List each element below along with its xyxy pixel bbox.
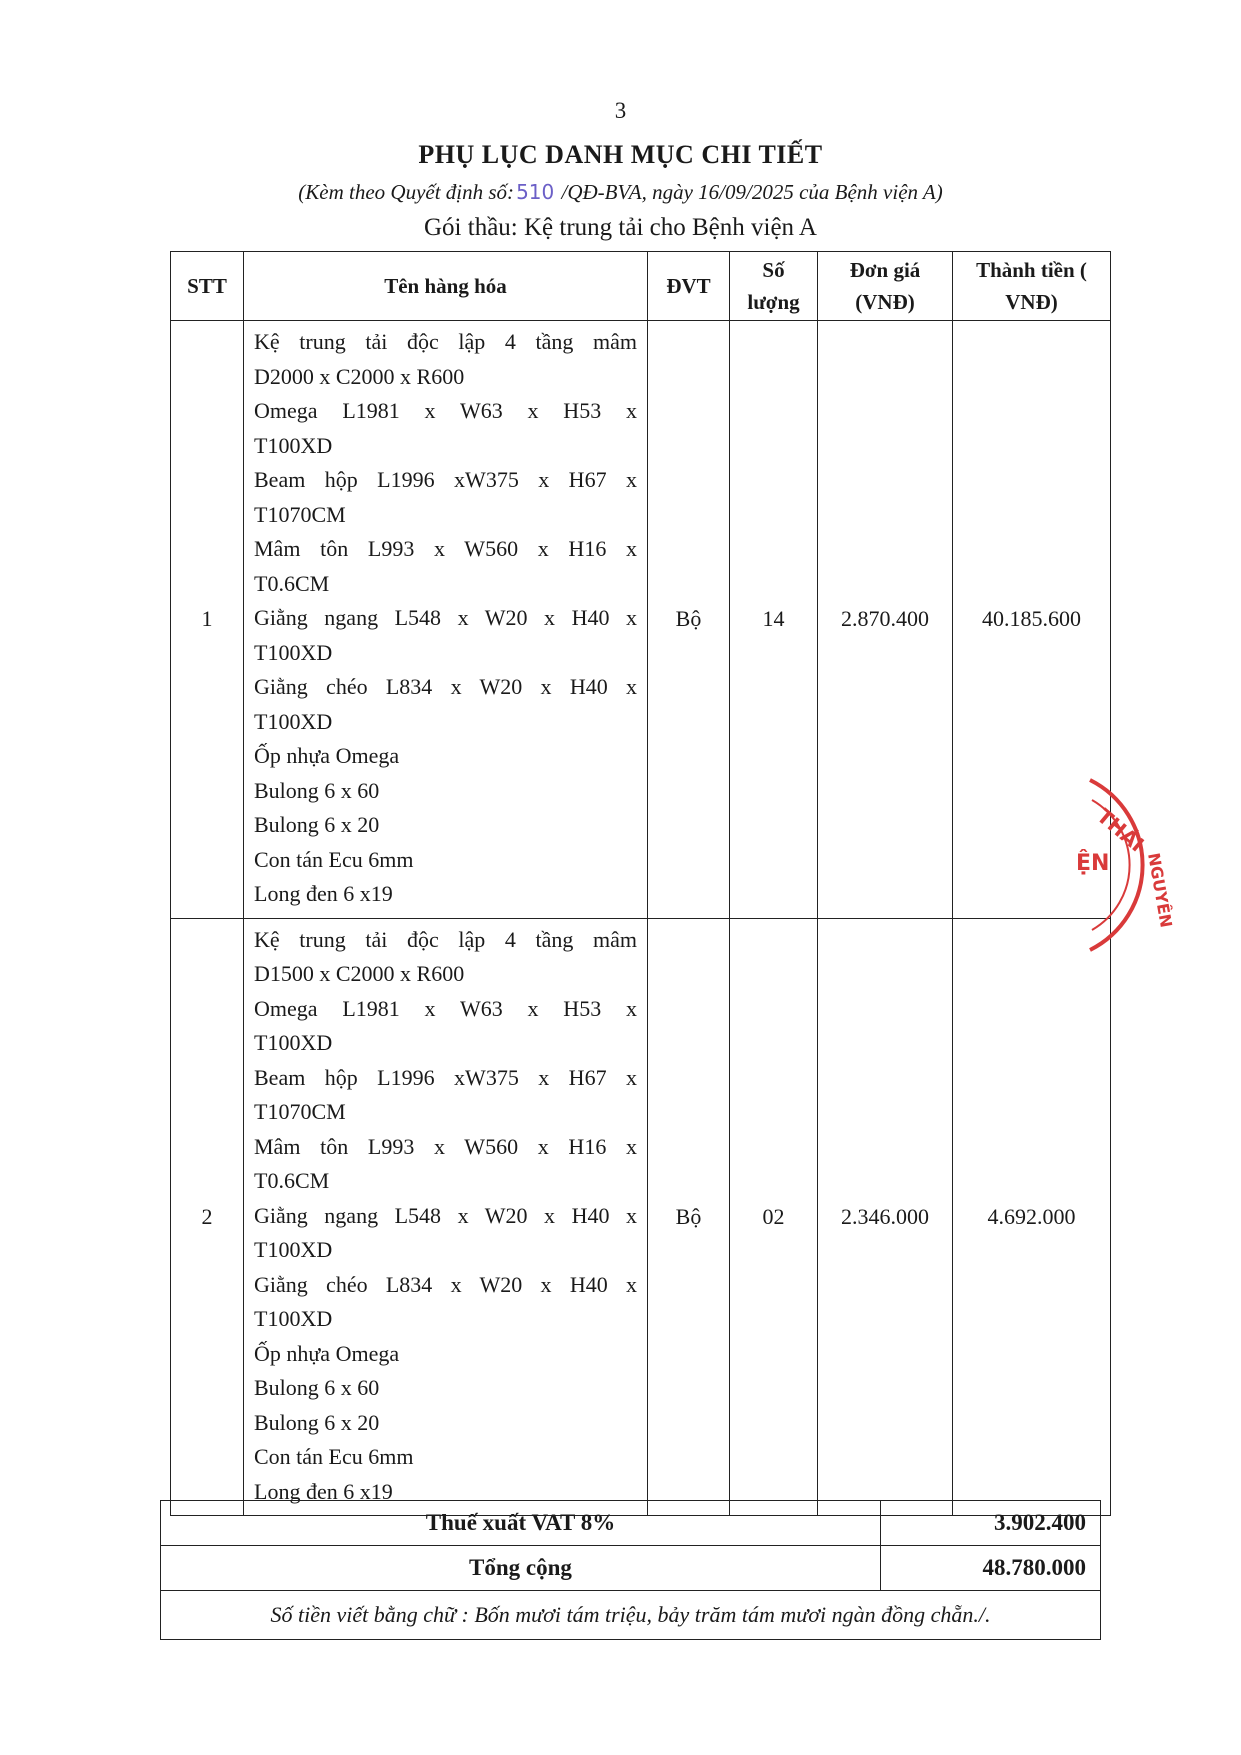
- description-line: Beam hộp L1996 xW375 x H67 x: [254, 1064, 637, 1090]
- official-stamp: [1070, 770, 1210, 960]
- page-number: 3: [614, 98, 627, 123]
- items-table: [170, 251, 1111, 1516]
- header-price: Đơn giá (VNĐ): [818, 252, 953, 321]
- row-total: 40.185.600: [953, 321, 1111, 919]
- handwritten-decision-number: 510: [516, 180, 555, 204]
- description-line: T1070CM: [254, 1099, 346, 1124]
- description-line: Long đen 6 x19: [254, 1478, 393, 1504]
- amount-in-words-row: [161, 1591, 1101, 1640]
- table-header-row: [171, 252, 1111, 321]
- description-line: Bulong 6 x 60: [254, 1375, 380, 1400]
- row-qty: 02: [730, 918, 818, 1516]
- header-qty: Số lượng: [730, 252, 818, 321]
- description-line: Long đen 6 x19: [254, 881, 393, 906]
- description-line: Bulong 6 x 60: [254, 777, 380, 803]
- grand-total-amount: 48.780.000: [881, 1546, 1101, 1591]
- description-line: T100XD: [254, 639, 333, 665]
- description-line: T0.6CM: [254, 570, 330, 596]
- vat-amount: 3.902.400: [881, 1501, 1101, 1546]
- header-unit: ĐVT: [648, 252, 730, 321]
- description-line: Ốp nhựa Omega: [254, 743, 400, 768]
- row-unit: Bộ: [648, 321, 730, 919]
- row-stt: 2: [171, 918, 244, 1516]
- row-unit: Bộ: [648, 918, 730, 1516]
- description-line: T1070CM: [254, 501, 346, 527]
- vat-label: Thuế xuất VAT 8%: [161, 1501, 881, 1546]
- description-line: Ốp nhựa Omega: [254, 1340, 400, 1366]
- description-line: Mâm tôn L993 x W560 x H16 x: [254, 1133, 637, 1159]
- stamp-text-side: NGUYÊN: [1144, 851, 1176, 929]
- stamp-text-top: THÁI: [1092, 803, 1149, 857]
- row-price: 2.870.400: [818, 321, 953, 919]
- row-price: 2.346.000: [818, 918, 953, 1516]
- vat-row: [161, 1501, 1101, 1546]
- row-total: 4.692.000: [953, 918, 1111, 1516]
- description-line: Bulong 6 x 20: [254, 1409, 380, 1435]
- description-line: Giằng ngang L548 x W20 x H40 x: [254, 605, 637, 630]
- description-line: Kệ trung tải độc lập 4 tầng mâm: [254, 926, 637, 952]
- description-line: T100XD: [254, 432, 333, 458]
- description-line: D2000 x C2000 x R600: [254, 363, 465, 389]
- stamp-text-middle: ỆN: [1076, 851, 1110, 876]
- description-line: Kệ trung tải độc lập 4 tầng mâm: [254, 329, 637, 354]
- row-description: [244, 918, 648, 1516]
- subtitle-prefix: (Kèm theo Quyết định số:: [298, 180, 515, 204]
- description-line: Omega L1981 x W63 x H53 x: [254, 398, 637, 423]
- header-name: Tên hàng hóa: [244, 252, 648, 321]
- description-line: Omega L1981 x W63 x H53 x: [254, 995, 637, 1021]
- totals-table: [160, 1500, 1101, 1640]
- subtitle: [0, 180, 1241, 205]
- description-line: Bulong 6 x 20: [254, 812, 380, 837]
- grand-total-row: [161, 1546, 1101, 1591]
- amount-in-words: Số tiền viết bằng chữ : Bốn mươi tám triệu, bảy trăm tám mươi ngàn đồng chẵn./.: [161, 1591, 1101, 1640]
- description-line: Beam hộp L1996 xW375 x H67 x: [254, 467, 637, 492]
- description-line: D1500 x C2000 x R600: [254, 961, 465, 986]
- table-row: [171, 321, 1111, 919]
- description-line: Giằng chéo L834 x W20 x H40 x: [254, 1271, 637, 1297]
- description-line: T100XD: [254, 1030, 333, 1055]
- description-line: Con tán Ecu 6mm: [254, 846, 414, 872]
- row-qty: 14: [730, 321, 818, 919]
- package-title: Gói thầu: Kệ trung tải cho Bệnh viện A: [424, 214, 817, 241]
- page-title: PHỤ LỤC DANH MỤC CHI TIẾT: [418, 140, 823, 169]
- header-total: Thành tiền ( VNĐ): [953, 252, 1111, 321]
- description-line: T100XD: [254, 1237, 333, 1262]
- row-stt: 1: [171, 321, 244, 919]
- description-line: Giằng ngang L548 x W20 x H40 x: [254, 1202, 637, 1228]
- table-row: [171, 918, 1111, 1516]
- header-stt: STT: [171, 252, 244, 321]
- row-description: [244, 321, 648, 919]
- grand-total-label: Tổng cộng: [161, 1546, 881, 1591]
- description-line: Mâm tôn L993 x W560 x H16 x: [254, 536, 637, 561]
- description-line: T100XD: [254, 708, 333, 734]
- description-line: T0.6CM: [254, 1168, 330, 1193]
- subtitle-suffix: /QĐ-BVA, ngày 16/09/2025 của Bệnh viện A): [556, 180, 943, 204]
- description-line: Giằng chéo L834 x W20 x H40 x: [254, 674, 637, 699]
- description-line: Con tán Ecu 6mm: [254, 1444, 414, 1469]
- description-line: T100XD: [254, 1306, 333, 1331]
